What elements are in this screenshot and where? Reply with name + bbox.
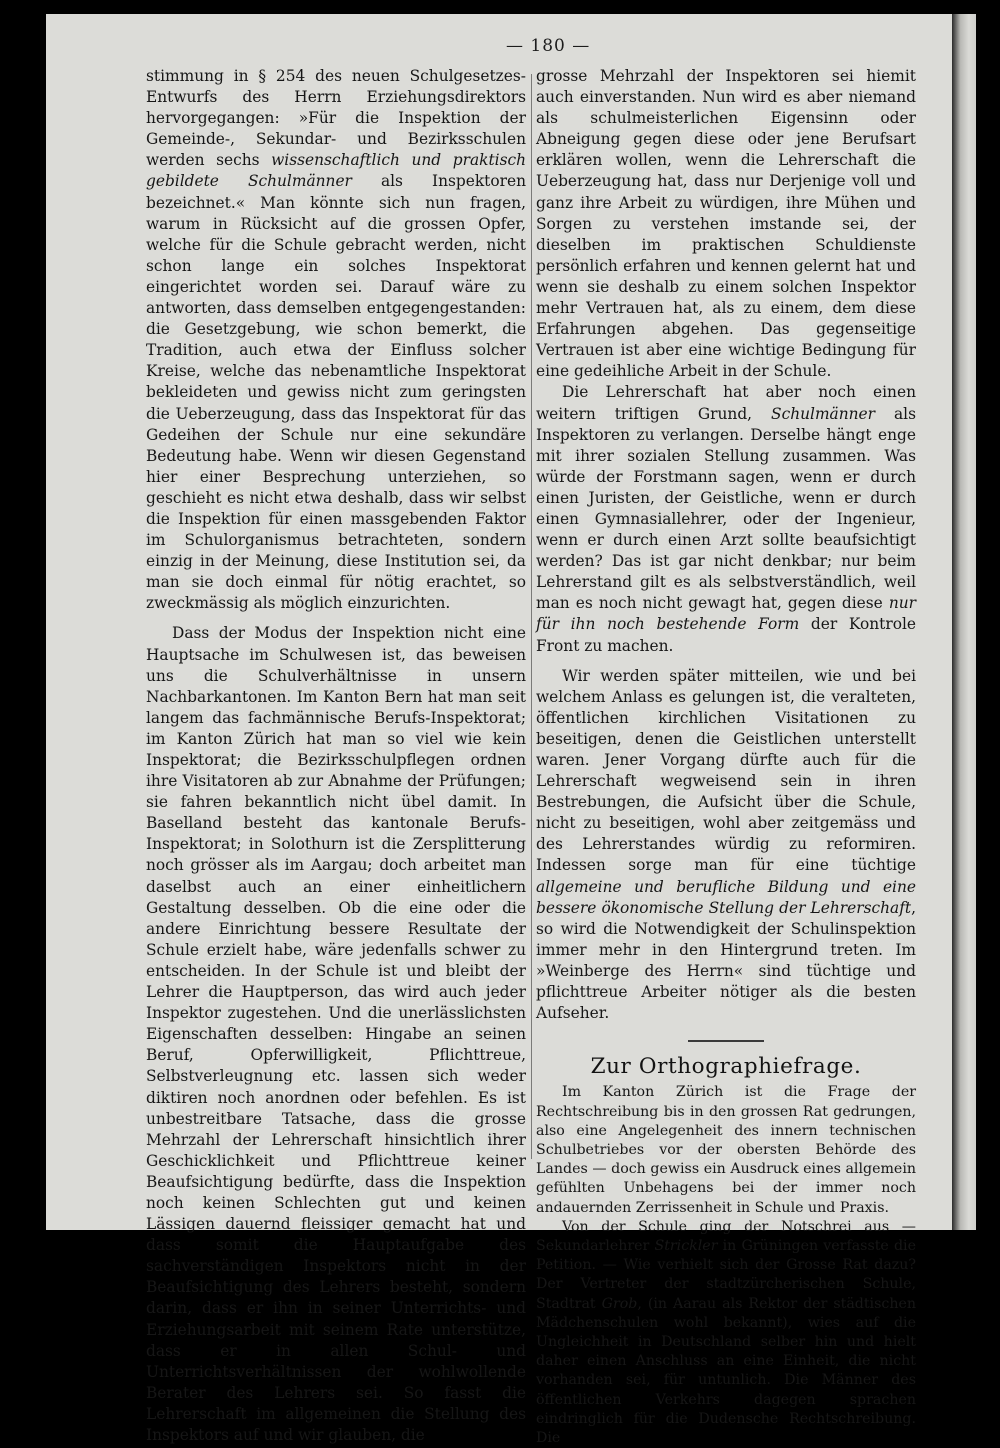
column-divider (531, 74, 532, 1159)
page-number: — 180 — (506, 36, 591, 56)
paragraph: Im Kanton Zürich ist die Frage der Rechtschreibung bis in den grossen Rat gedrungen, also eine Angelegenheit des innern technischen Schulbetriebes vor der obersten Behörde des Landes — doch gewiss ein Ausdruck eines allgemein gefühlten Unbehagens bei der immer noch andauernden Zerrissenheit in Schule und Praxis. (536, 1084, 916, 1216)
right-column (536, 66, 916, 1448)
paragraph: Wir werden später mitteilen, wie und bei welchem Anlass es gelungen ist, die veralteten, öffentlichen kirchlichen Visitationen zu beseitigen, denen die Geistlichen unterstellt waren. Jener Vorgang dürfte auch für die Lehrerschaft wegweisend sein in ihren Bestrebungen, die Aufsicht über die Schule, nicht zu beseitigen, wohl aber zeitgemäss und des Lehrerstandes würdig zu reformiren. Indessen sorge man für eine tüchtige allgemeine und berufliche Bildung und eine bessere ökonomische Stellung der Lehrerschaft, so wird die Notwendigkeit der Schulinspektion immer mehr in den Hintergrund treten. Im »Weinberge des Herrn« sind tüchtige und pflichttreue Arbeiter nötiger als die besten Aufseher. (536, 666, 916, 1023)
scanned-page (46, 14, 976, 1446)
section-heading: Zur Orthographiefrage. (590, 1054, 862, 1080)
paragraph: Dass der Modus der Inspektion nicht eine Hauptsache im Schulwesen ist, das beweisen uns die Schulverhältnisse in unsern Nachbarkantonen. Im Kanton Bern hat man seit langem das fachmännische Berufs-Inspektorat; im Kanton Zürich hat man so viel wie kein Inspektorat; die Bezirksschulpflegen ordnen ihre Visitatoren ab zur Abnahme der Prüfungen; sie fahren bekanntlich nicht übel damit. In Baselland besteht das kantonale Berufs-Inspektorat; in Solothurn ist die Zersplitterung noch grösser als im Aargau; doch arbeitet man daselbst auch an einer einheitlichern Gestaltung desselben. Ob die eine oder die andere Einrichtung bessere Resultate der Schule erzielt habe, wäre jedenfalls schwer zu entscheiden. In der Schule ist und bleibt der Lehrer die Hauptperson, das wird auch jeder Inspektor zugestehen. Und die unerlässlichsten Eigenschaften desselben: Hingabe an seinen Beruf, Opferwilligkeit, Pflichttreue, Selbstverleugnung etc. lassen sich weder diktiren noch anordnen oder befehlen. Es ist unbestreitbare Tatsache, dass die grosse Mehrzahl der Lehrerschaft hinsichtlich ihrer Geschicklichkeit und Pflichttreue keiner Beaufsichtigung bedürfte, dass die Inspektion noch keinen Schlechten gut und keinen Lässigen dauernd fleissiger gemacht hat und dass somit die Hauptaufgabe des sachverständigen Inspektors nicht in der Beaufsichtigung des Lehrers besteht, sondern darin, dass er ihn in seiner Unterrichts- und Erziehungsarbeit mit seinem Rate unterstütze, dass er in allen Schul- und Unterrichtsverhältnissen der wohlwollende Berater des Lehrers sei. So fasst die Lehrerschaft im allgemeinen die Stellung des Inspektors auf und wir glauben, die (146, 624, 526, 1444)
paragraph: grosse Mehrzahl der Inspektoren sei hiemit auch einverstanden. Nun wird es aber niemand als schulmeisterlichen Eigensinn oder Abneigung gegen diese oder jene Berufsart erklären wollen, wenn die Lehrerschaft die Ueberzeugung hat, dass nur Derjenige voll und ganz ihre Arbeit zu würdigen, ihre Mühen und Sorgen zu verstehen imstande sei, der dieselben im praktischen Schuldienste persönlich erfahren und kennen gelernt hat und wenn sie deshalb zu einem solchen Inspektor mehr Vertrauen hat, als zu einem, dem diese Erfahrungen abgehen. Das gegenseitige Vertrauen ist aber eine wichtige Bedingung für eine gedeihliche Arbeit in der Schule. (536, 67, 916, 381)
paragraph: Die Lehrerschaft hat aber noch einen weitern triftigen Grund, Schulmänner als Inspektoren zu verlangen. Derselbe hängt enge mit ihrer sozialen Stellung zusammen. Was würde der Forstmann sagen, wenn er durch einen Juristen, der Geistliche, wenn er durch einen Gymnasiallehrer, oder der Ingenieur, wenn er durch einen Arzt sollte beaufsichtigt werden? Das ist gar nicht denkbar; nur beim Lehrerstand gilt es als selbstverständlich, weil man es noch nicht gewagt hat, gegen diese nur für ihn noch bestehende Form der Kontrole Front zu machen. (536, 383, 917, 655)
paragraph: stimmung in § 254 des neuen Schulgesetzes-Entwurfs des Herrn Erziehungsdirektors hervorgegangen: »Für die Inspektion der Gemeinde-, Sekundar- und Bezirksschulen werden sechs wissenschaftlich und praktisch gebildete Schulmänner als Inspektoren bezeichnet.« Man könnte sich nun fragen, warum in Rücksicht auf die grossen Opfer, welche für die Schule gebracht werden, nicht schon lange ein solches Inspektorat eingerichtet worden sei. Darauf wäre zu antworten, dass demselben entgegengestanden: die Gesetzgebung, wie schon bemerkt, die Tradition, auch etwa der Einfluss solcher Kreise, welche das nebenamtliche Inspektorat bekleideten und gewiss nicht zum geringsten die Ueberzeugung, dass das Inspektorat für das Gedeihen der Schule nur eine sekundäre Bedeutung habe. Wenn wir diesen Gegenstand hier einer Besprechung unterziehen, so geschieht es nicht etwa deshalb, dass wir selbst die Inspektion für einen massgebenden Faktor im Schulorganismus betrachteten, sondern einzig in der Meinung, diese Institution sei, da man sie doch einmal für nötig erachtet, so zweckmässig als möglich einzurichten. (146, 67, 526, 613)
paragraph: Von der Schule ging der Notschrei aus — Sekundarlehrer Strickler in Grüningen verfasste die Petition. — Wie verhielt sich der Grosse Rat dazu? Der Vertreter der stadtzürcherischen Schule, Stadtrat Grob, (in Aarau als Rektor der städtischen Mädchenschulen wohl bekannt), wies auf die Ungleichheit in Deutschland selber hin und hielt daher einen Anschluss an eine Einheit, die nicht vorhanden sei, für untunlich. Die Männer des öffentlichen Verkehrs dagegen sprachen eindringlich für die Dudensche Rechtschreibung. Die (536, 1218, 916, 1446)
page-edge-shadow (952, 14, 976, 1230)
section-divider (688, 1040, 764, 1042)
left-column (146, 66, 526, 1446)
